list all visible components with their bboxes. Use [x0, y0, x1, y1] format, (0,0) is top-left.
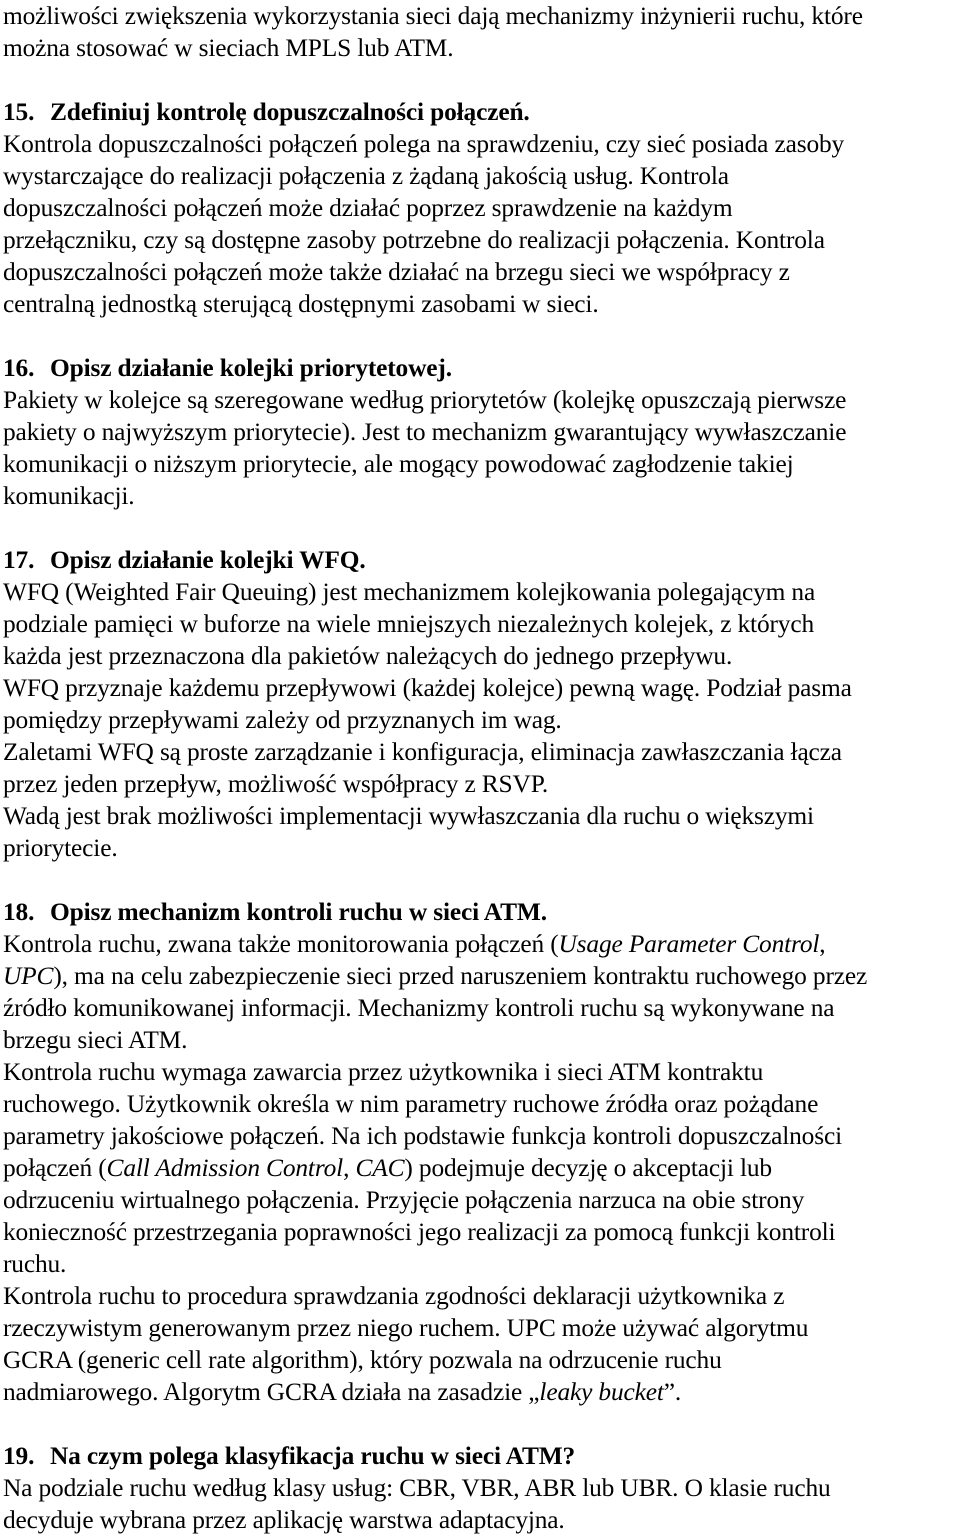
section-number: 19. — [3, 1442, 35, 1470]
spacer — [3, 1408, 960, 1440]
paragraph-line: pakiety o najwyższym priorytecie). Jest to mechanizm gwarantujący wywłaszczanie — [3, 418, 847, 446]
paragraph-line: rzeczywistym generowanym przez niego ruchem. UPC może używać algorytmu — [3, 1314, 809, 1342]
section-number: 18. — [3, 898, 35, 926]
paragraph-line: podziale pamięci w buforze na wiele mniejszych niezależnych kolejek, z których — [3, 610, 815, 638]
intro-line: możliwości zwiększenia wykorzystania sieci dają mechanizmy inżynierii ruchu, które — [3, 2, 863, 30]
section-number: 16. — [3, 354, 35, 382]
paragraph-line: ruchowego. Użytkownik określa w nim parametry ruchowe źródła oraz pożądane — [3, 1090, 819, 1118]
paragraph-line: źródło komunikowanej informacji. Mechanizmy kontroli ruchu są wykonywane na — [3, 994, 835, 1022]
term-leaky-bucket: leaky bucket — [539, 1378, 664, 1406]
paragraph-line: Na podziale ruchu według klasy usług: CBR, VBR, ABR lub UBR. O klasie ruchu — [3, 1474, 831, 1502]
text-run: nadmiarowego. Algorytm GCRA działa na zasadzie „ — [3, 1378, 540, 1406]
spacer — [3, 320, 960, 352]
section-title: Opisz działanie kolejki priorytetowej. — [50, 354, 452, 382]
spacer — [3, 512, 960, 544]
term-cac: CAC — [355, 1154, 405, 1182]
text-run: ) podejmuje decyzję o akceptacji lub — [404, 1154, 772, 1182]
paragraph-line: GCRA (generic cell rate algorithm), który pozwala na odrzucenie ruchu — [3, 1346, 722, 1374]
section-heading — [3, 96, 960, 128]
section-number: 17. — [3, 546, 35, 574]
paragraph-line: Kontrola dopuszczalności połączeń polega na sprawdzeniu, czy sieć posiada zasoby — [3, 130, 845, 158]
section-title: Na czym polega klasyfikacja ruchu w sieci ATM? — [50, 1442, 576, 1470]
paragraph-line: dopuszczalności połączeń może działać poprzez sprawdzenie na każdym — [3, 194, 733, 222]
paragraph-line: przełączniku, czy są dostępne zasoby potrzebne do realizacji połączenia. Kontrola — [3, 226, 825, 254]
paragraph-line: Zaletami WFQ są proste zarządzanie i konfiguracja, eliminacja zawłaszczania łącza — [3, 738, 842, 766]
paragraph-line: konieczność przestrzegania poprawności jego realizacji za pomocą funkcji kontroli — [3, 1218, 836, 1246]
paragraph-line — [3, 928, 960, 960]
text-run: połączeń ( — [3, 1154, 107, 1182]
paragraph-line: komunikacji. — [3, 482, 135, 510]
paragraph-line: Wadą jest brak możliwości implementacji wywłaszczania dla ruchu o większymi — [3, 802, 814, 830]
paragraph-line: WFQ przyznaje każdemu przepływowi (każdej kolejce) pewną wagę. Podział pasma — [3, 674, 852, 702]
paragraph-line: WFQ (Weighted Fair Queuing) jest mechanizmem kolejkowania polegającym na — [3, 578, 816, 606]
section-number: 15. — [3, 98, 35, 126]
term-upc: UPC — [3, 962, 54, 990]
intro-line: można stosować w sieciach MPLS lub ATM. — [3, 34, 454, 62]
paragraph-line: komunikacji o niższym priorytecie, ale mogący powodować zagłodzenie takiej — [3, 450, 794, 478]
paragraph-line: ruchu. — [3, 1250, 67, 1278]
paragraph-line: każda jest przeznaczona dla pakietów należących do jednego przepływu. — [3, 642, 733, 670]
paragraph-line: parametry jakościowe połączeń. Na ich podstawie funkcja kontroli dopuszczalności — [3, 1122, 842, 1150]
term-usage-parameter-control: Usage Parameter Control — [558, 930, 820, 958]
spacer — [3, 864, 960, 896]
paragraph-line: brzegu sieci ATM. — [3, 1026, 188, 1054]
spacer — [3, 64, 960, 96]
section-16 — [3, 352, 960, 512]
paragraph-line: przez jeden przepływ, możliwość współpracy z RSVP. — [3, 770, 549, 798]
paragraph-line: odrzuceniu wirtualnego połączenia. Przyjęcie połączenia narzuca na obie strony — [3, 1186, 805, 1214]
paragraph-line: Kontrola ruchu to procedura sprawdzania zgodności deklaracji użytkownika z — [3, 1282, 785, 1310]
text-run: ”. — [663, 1378, 682, 1406]
section-title: Opisz mechanizm kontroli ruchu w sieci ATM. — [50, 898, 547, 926]
section-title: Opisz działanie kolejki WFQ. — [50, 546, 366, 574]
paragraph-line: Pakiety w kolejce są szeregowane według priorytetów (kolejkę opuszczają pierwsze — [3, 386, 847, 414]
section-17 — [3, 544, 960, 864]
section-heading — [3, 352, 960, 384]
paragraph-line: wystarczające do realizacji połączenia z żądaną jakością usług. Kontrola — [3, 162, 729, 190]
text-run: ), ma na celu zabezpieczenie sieci przed naruszeniem kontraktu ruchowego przez — [53, 962, 868, 990]
text-run: , — [343, 1154, 356, 1182]
section-19 — [3, 1440, 960, 1536]
paragraph-line: dopuszczalności połączeń może także działać na brzegu sieci we współpracy z — [3, 258, 790, 286]
paragraph-line: decyduje wybrana przez aplikację warstwa adaptacyjna. — [3, 1506, 565, 1534]
text-run: Kontrola ruchu, zwana także monitorowania połączeń ( — [3, 930, 559, 958]
paragraph-line — [3, 1376, 960, 1408]
paragraph-line — [3, 1152, 960, 1184]
section-heading — [3, 896, 960, 928]
section-heading — [3, 544, 960, 576]
paragraph-line — [3, 960, 960, 992]
paragraph-line: priorytecie. — [3, 834, 118, 862]
section-title: Zdefiniuj kontrolę dopuszczalności połączeń. — [50, 98, 530, 126]
text-run: , — [819, 930, 826, 958]
section-18 — [3, 896, 960, 1408]
section-15 — [3, 96, 960, 320]
paragraph-line: Kontrola ruchu wymaga zawarcia przez użytkownika i sieci ATM kontraktu — [3, 1058, 764, 1086]
section-heading — [3, 1440, 960, 1472]
term-call-admission-control: Call Admission Control — [106, 1154, 344, 1182]
paragraph-line: centralną jednostką sterującą dostępnymi zasobami w sieci. — [3, 290, 599, 318]
paragraph-line: pomiędzy przepływami zależy od przyznanych im wag. — [3, 706, 562, 734]
